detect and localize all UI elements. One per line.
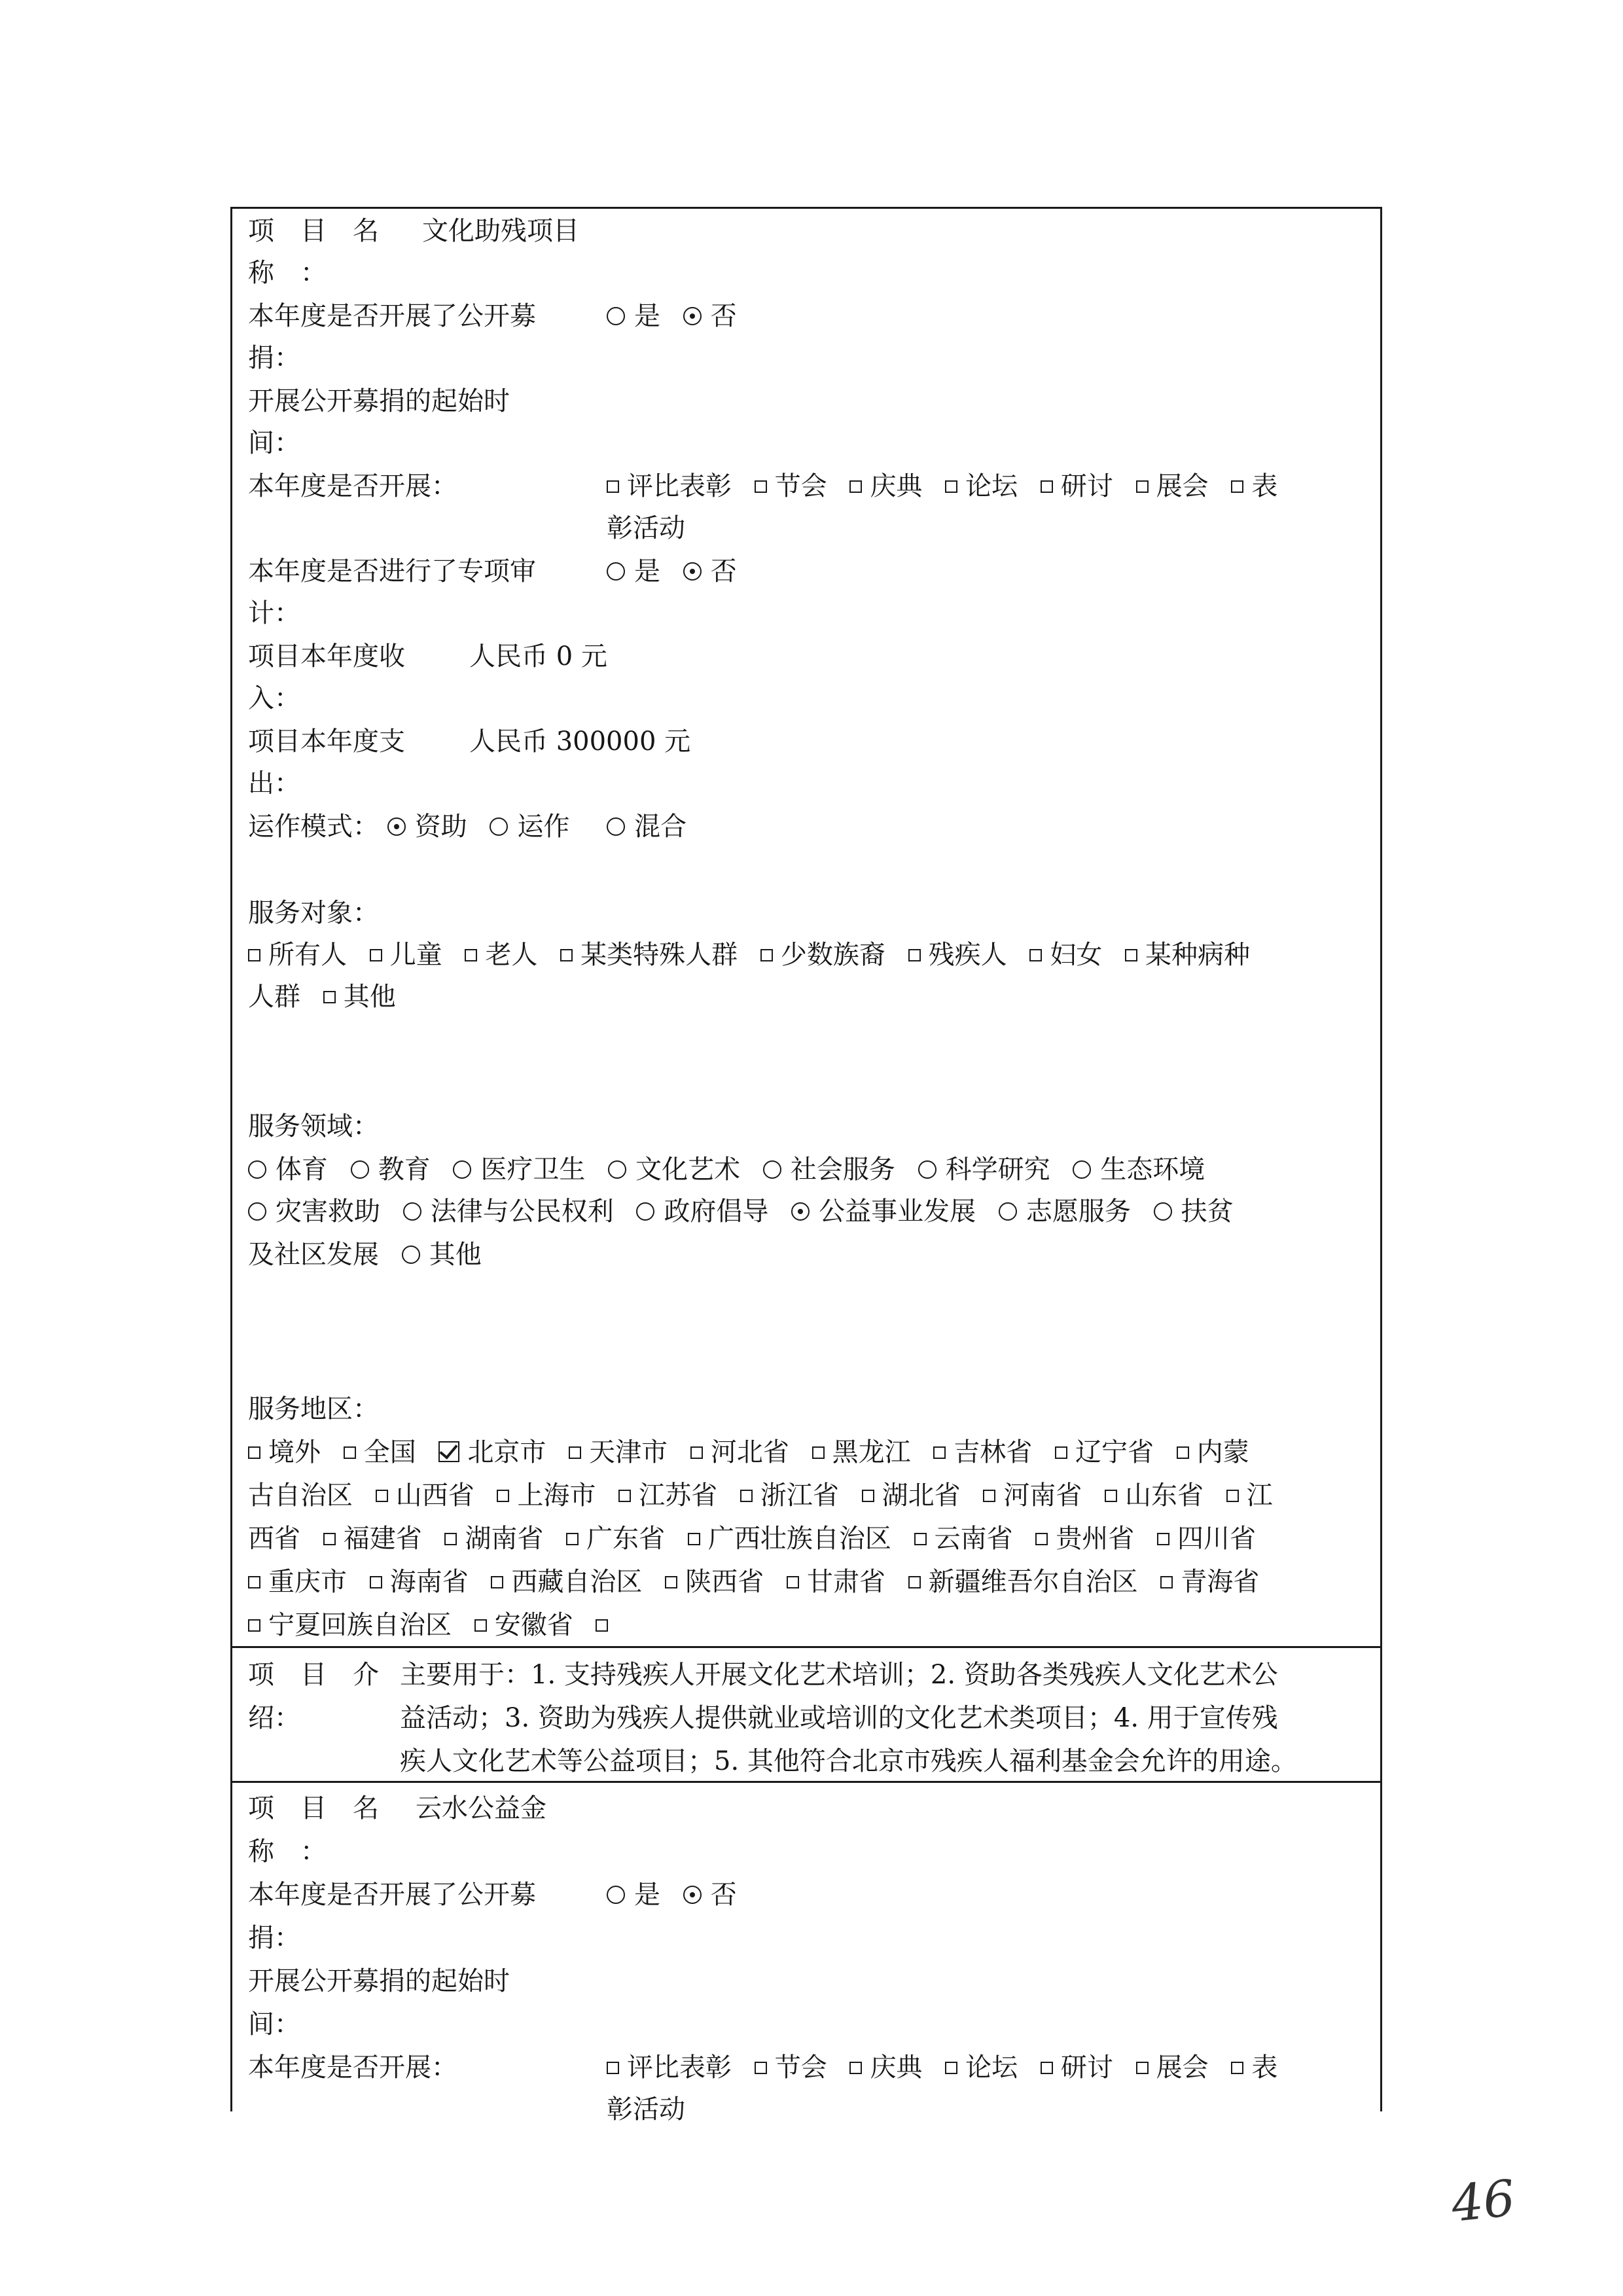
target-label: 妇女 xyxy=(1050,940,1103,970)
public-fundraising-options xyxy=(607,1879,737,1910)
project-name-value: 云水公益金 xyxy=(416,1793,546,1823)
region-checkbox[interactable] xyxy=(344,1446,356,1459)
start-time-label: 开展公开募捐的起始时 xyxy=(248,1966,510,1996)
region-label: 河北省 xyxy=(710,1437,789,1467)
field-radio[interactable] xyxy=(608,1160,626,1179)
region-checkbox[interactable] xyxy=(1177,1446,1189,1459)
field-radio[interactable] xyxy=(403,1202,421,1221)
region-checkbox[interactable] xyxy=(569,1446,581,1459)
region-label: 黑龙江 xyxy=(832,1437,911,1467)
field-radio[interactable] xyxy=(248,1160,266,1179)
activity-checkbox[interactable] xyxy=(1231,2062,1243,2074)
region-label: 天津市 xyxy=(589,1437,668,1467)
project-name-label-cont: 称 ： xyxy=(248,1837,327,1867)
field-label: 政府倡导 xyxy=(664,1196,769,1227)
field-radio[interactable] xyxy=(248,1202,266,1221)
region-checkbox[interactable] xyxy=(497,1490,509,1502)
target-checkbox[interactable] xyxy=(323,991,336,1003)
field-label: 公益事业发展 xyxy=(819,1196,976,1227)
field-label: 其他 xyxy=(429,1240,482,1270)
field-radio[interactable] xyxy=(763,1160,781,1179)
region-label: 陕西省 xyxy=(685,1567,764,1597)
region-checkbox[interactable] xyxy=(618,1490,631,1502)
target-checkbox[interactable] xyxy=(370,949,382,961)
region-checkbox[interactable] xyxy=(787,1576,799,1588)
activity-label: 研讨 xyxy=(1060,471,1113,501)
service-regions-row-4 xyxy=(248,1566,1259,1598)
field-label: 教育 xyxy=(378,1155,431,1185)
service-targets-options-cont xyxy=(248,981,396,1013)
region-label: 河南省 xyxy=(1003,1480,1082,1511)
intro-label: 项 目 介 xyxy=(248,1660,379,1690)
operation-mode-option: 混合 xyxy=(634,812,687,842)
region-label: 湖北省 xyxy=(882,1480,961,1511)
target-label: 儿童 xyxy=(389,940,442,970)
operation-mode-option: 运作 xyxy=(517,812,570,842)
activity-label: 节会 xyxy=(774,471,827,501)
public-fundraising-options xyxy=(607,300,737,332)
row-divider xyxy=(232,1781,1380,1783)
project-info-table xyxy=(230,207,1382,2125)
region-label: 全国 xyxy=(363,1437,416,1467)
region-label: 安徽省 xyxy=(494,1610,573,1640)
region-label: 西藏自治区 xyxy=(511,1567,643,1597)
region-checkbox[interactable] xyxy=(688,1533,700,1545)
yes-label: 是 xyxy=(634,1880,660,1910)
region-checkbox[interactable] xyxy=(1226,1490,1239,1502)
service-fields-label: 服务领域： xyxy=(248,1111,379,1141)
service-fields-options xyxy=(248,1154,1205,1185)
region-checkbox[interactable] xyxy=(1105,1490,1117,1502)
activity-label: 研讨 xyxy=(1060,2053,1113,2083)
activity-label: 节会 xyxy=(774,2053,827,2083)
operation-mode-option: 资助 xyxy=(414,812,467,842)
start-time-label-cont: 间： xyxy=(248,2009,300,2039)
target-label: 某类特殊人群 xyxy=(580,940,738,970)
region-label: 吉林省 xyxy=(954,1437,1033,1467)
region-label: 北京市 xyxy=(467,1437,546,1467)
yes-label: 是 xyxy=(634,556,660,586)
region-label: 甘肃省 xyxy=(806,1567,885,1597)
target-label: 人群 xyxy=(248,982,300,1012)
region-label: 山东省 xyxy=(1125,1480,1204,1511)
activities-wrap: 彰活动 xyxy=(607,2094,685,2125)
operation-mode-radio[interactable] xyxy=(387,817,406,836)
service-regions-row-5 xyxy=(248,1609,616,1641)
activity-checkbox[interactable] xyxy=(945,480,957,493)
intro-label-cont: 绍： xyxy=(248,1703,300,1733)
region-checkbox[interactable] xyxy=(983,1490,995,1502)
region-checkbox[interactable] xyxy=(1035,1533,1048,1545)
region-label: 江 xyxy=(1246,1480,1273,1511)
no-label: 否 xyxy=(710,556,737,586)
field-label: 生态环境 xyxy=(1100,1155,1205,1185)
service-regions-row-2 xyxy=(248,1480,1273,1511)
income-value: 人民币 0 元 xyxy=(469,641,607,672)
region-checkbox[interactable] xyxy=(370,1576,382,1588)
income-label-cont: 入： xyxy=(248,683,300,713)
region-label: 山西省 xyxy=(395,1480,474,1511)
special-audit-label-cont: 计： xyxy=(248,598,300,628)
region-checkbox[interactable] xyxy=(665,1576,677,1588)
field-label: 科学研究 xyxy=(945,1155,1050,1185)
field-label: 及社区发展 xyxy=(248,1240,379,1270)
service-fields-options-cont xyxy=(248,1196,1234,1227)
public-fundraising-label: 本年度是否开展了公开募 xyxy=(248,1880,536,1910)
service-regions-row-1 xyxy=(248,1437,1249,1468)
project-name-label-cont: 称 ： xyxy=(248,258,327,288)
region-label: 福建省 xyxy=(343,1524,422,1554)
project-name-label: 项 目 名 xyxy=(248,1793,379,1823)
activity-checkbox[interactable] xyxy=(1231,480,1243,493)
activity-checkbox[interactable] xyxy=(849,2062,862,2074)
region-label: 内蒙 xyxy=(1196,1437,1249,1467)
page-number: 46 xyxy=(1448,2168,1518,2233)
public-fundraising-label-cont: 捐： xyxy=(248,1923,300,1953)
service-fields-options-cont2 xyxy=(248,1239,482,1270)
start-time-label-cont: 间： xyxy=(248,428,300,458)
activity-label: 庆典 xyxy=(870,2053,923,2083)
region-checkbox[interactable] xyxy=(933,1446,946,1459)
target-checkbox[interactable] xyxy=(908,949,921,961)
special-audit-label: 本年度是否进行了专项审 xyxy=(248,556,536,586)
region-checkbox[interactable] xyxy=(812,1446,825,1459)
expense-value: 人民币 300000 元 xyxy=(469,726,691,757)
region-checkbox[interactable] xyxy=(690,1446,703,1459)
public-fundraising-yes-radio[interactable] xyxy=(607,307,625,325)
activity-label: 表 xyxy=(1251,2053,1278,2083)
region-checkbox[interactable] xyxy=(1055,1446,1067,1459)
activity-label: 庆典 xyxy=(870,471,923,501)
field-label: 医疗卫生 xyxy=(480,1155,586,1185)
activity-label: 论坛 xyxy=(965,2053,1018,2083)
row-divider xyxy=(232,1646,1380,1648)
region-label: 江苏省 xyxy=(639,1480,718,1511)
region-checkbox[interactable] xyxy=(248,1576,260,1588)
region-label: 重庆市 xyxy=(268,1567,347,1597)
field-label: 社会服务 xyxy=(790,1155,895,1185)
project-name-value: 文化助残项目 xyxy=(422,216,579,246)
field-radio-selected[interactable] xyxy=(791,1202,810,1221)
field-radio[interactable] xyxy=(351,1160,369,1179)
public-fundraising-no-radio[interactable] xyxy=(683,1886,702,1904)
region-checkbox[interactable] xyxy=(474,1619,487,1632)
target-checkbox[interactable] xyxy=(560,949,573,961)
public-fundraising-label: 本年度是否开展了公开募 xyxy=(248,301,536,331)
service-targets-label: 服务对象： xyxy=(248,898,379,928)
region-checkbox[interactable] xyxy=(862,1490,874,1502)
project-name-label: 项 目 名 xyxy=(248,216,379,246)
field-radio[interactable] xyxy=(1073,1160,1091,1179)
activities-label: 本年度是否开展： xyxy=(248,471,457,501)
region-checkbox[interactable] xyxy=(444,1533,457,1545)
activities-options xyxy=(607,2052,1277,2083)
region-checkbox[interactable] xyxy=(1160,1576,1173,1588)
field-radio[interactable] xyxy=(402,1246,420,1264)
activity-checkbox[interactable] xyxy=(945,2062,957,2074)
target-label: 其他 xyxy=(343,982,396,1012)
service-targets-options xyxy=(248,939,1250,971)
yes-label: 是 xyxy=(634,301,660,331)
region-checkbox[interactable] xyxy=(914,1533,927,1545)
region-label: 辽宁省 xyxy=(1075,1437,1154,1467)
activity-label: 评比表彰 xyxy=(627,2053,732,2083)
activity-checkbox[interactable] xyxy=(849,480,862,493)
operation-mode xyxy=(248,811,687,842)
activity-label: 展会 xyxy=(1156,471,1209,501)
region-label: 西省 xyxy=(248,1524,300,1554)
target-checkbox[interactable] xyxy=(248,949,260,961)
operation-mode-radio[interactable] xyxy=(490,817,508,836)
target-label: 少数族裔 xyxy=(780,940,885,970)
region-checkbox[interactable] xyxy=(1157,1533,1169,1545)
field-label: 体育 xyxy=(276,1155,328,1185)
no-label: 否 xyxy=(710,301,737,331)
region-label: 广东省 xyxy=(586,1524,666,1554)
target-checkbox[interactable] xyxy=(465,949,477,961)
activities-label: 本年度是否开展： xyxy=(248,2053,457,2083)
activity-checkbox[interactable] xyxy=(607,2062,619,2074)
intro-text-line: 主要用于：1. 支持残疾人开展文化艺术培训；2. 资助各类残疾人文化艺术公 xyxy=(400,1660,1278,1690)
region-label: 宁夏回族自治区 xyxy=(268,1610,452,1640)
activity-checkbox[interactable] xyxy=(607,480,619,493)
region-checkbox[interactable] xyxy=(740,1490,753,1502)
field-label: 扶贫 xyxy=(1181,1196,1234,1227)
activity-checkbox[interactable] xyxy=(1136,2062,1149,2074)
intro-text-line: 疾人文化艺术等公益项目；5. 其他符合北京市残疾人福利基金会允许的用途。 xyxy=(400,1746,1297,1776)
activity-label: 评比表彰 xyxy=(627,471,732,501)
target-label: 所有人 xyxy=(268,940,347,970)
region-checkbox[interactable] xyxy=(908,1576,921,1588)
field-label: 法律与公民权利 xyxy=(430,1196,614,1227)
start-time-label: 开展公开募捐的起始时 xyxy=(248,386,510,416)
no-label: 否 xyxy=(710,1880,737,1910)
field-label: 灾害救助 xyxy=(276,1196,380,1227)
region-checkbox[interactable] xyxy=(491,1576,503,1588)
region-label: 海南省 xyxy=(389,1567,469,1597)
target-label: 残疾人 xyxy=(928,940,1007,970)
intro-text-line: 益活动；3. 资助为残疾人提供就业或培训的文化艺术类项目；4. 用于宣传残 xyxy=(400,1703,1278,1733)
region-label: 浙江省 xyxy=(760,1480,839,1511)
public-fundraising-label-cont: 捐： xyxy=(248,343,300,373)
region-label: 古自治区 xyxy=(248,1480,353,1511)
field-radio[interactable] xyxy=(453,1160,471,1179)
region-label: 湖南省 xyxy=(465,1524,544,1554)
activities-options xyxy=(607,471,1277,502)
field-label: 志愿服务 xyxy=(1026,1196,1131,1227)
public-fundraising-yes-radio[interactable] xyxy=(607,1886,625,1904)
region-label: 青海省 xyxy=(1181,1567,1260,1597)
field-radio[interactable] xyxy=(918,1160,936,1179)
region-checkbox[interactable] xyxy=(248,1619,260,1632)
special-audit-no-radio[interactable] xyxy=(683,562,702,581)
operation-mode-radio[interactable] xyxy=(607,817,625,836)
region-label: 贵州省 xyxy=(1056,1524,1135,1554)
target-checkbox[interactable] xyxy=(1029,949,1042,961)
region-checkbox[interactable] xyxy=(323,1533,336,1545)
field-radio[interactable] xyxy=(999,1202,1017,1221)
region-checkbox-checked[interactable] xyxy=(438,1441,459,1462)
target-label: 老人 xyxy=(485,940,538,970)
field-label: 文化艺术 xyxy=(635,1155,741,1185)
expense-label-cont: 出： xyxy=(248,768,300,798)
expense-label: 项目本年度支 xyxy=(248,726,405,757)
special-audit-yes-radio[interactable] xyxy=(607,562,625,581)
region-label: 上海市 xyxy=(517,1480,596,1511)
region-label: 新疆维吾尔自治区 xyxy=(928,1567,1138,1597)
region-label: 云南省 xyxy=(934,1524,1013,1554)
activity-checkbox[interactable] xyxy=(755,2062,767,2074)
region-checkbox[interactable] xyxy=(566,1533,579,1545)
region-checkbox[interactable] xyxy=(248,1446,260,1459)
public-fundraising-no-radio[interactable] xyxy=(683,307,702,325)
activity-checkbox[interactable] xyxy=(1136,480,1149,493)
activity-checkbox[interactable] xyxy=(1041,2062,1053,2074)
service-regions-label: 服务地区： xyxy=(248,1394,379,1424)
special-audit-options xyxy=(607,556,737,587)
activity-label: 表 xyxy=(1251,471,1278,501)
region-label: 广西壮族自治区 xyxy=(707,1524,891,1554)
target-checkbox[interactable] xyxy=(760,949,773,961)
activity-checkbox[interactable] xyxy=(755,480,767,493)
target-checkbox[interactable] xyxy=(1125,949,1137,961)
region-label: 境外 xyxy=(268,1437,321,1467)
service-regions-row-3 xyxy=(248,1523,1256,1554)
target-label: 某种病种 xyxy=(1145,940,1251,970)
field-radio[interactable] xyxy=(1154,1202,1172,1221)
region-label: 四川省 xyxy=(1177,1524,1257,1554)
region-checkbox[interactable] xyxy=(596,1619,608,1632)
region-checkbox[interactable] xyxy=(376,1490,388,1502)
field-radio[interactable] xyxy=(636,1202,654,1221)
activity-checkbox[interactable] xyxy=(1041,480,1053,493)
activity-label: 展会 xyxy=(1156,2053,1209,2083)
activity-label: 论坛 xyxy=(965,471,1018,501)
operation-mode-label: 运作模式： xyxy=(248,812,379,842)
income-label: 项目本年度收 xyxy=(248,641,405,672)
activities-wrap: 彰活动 xyxy=(607,513,685,543)
